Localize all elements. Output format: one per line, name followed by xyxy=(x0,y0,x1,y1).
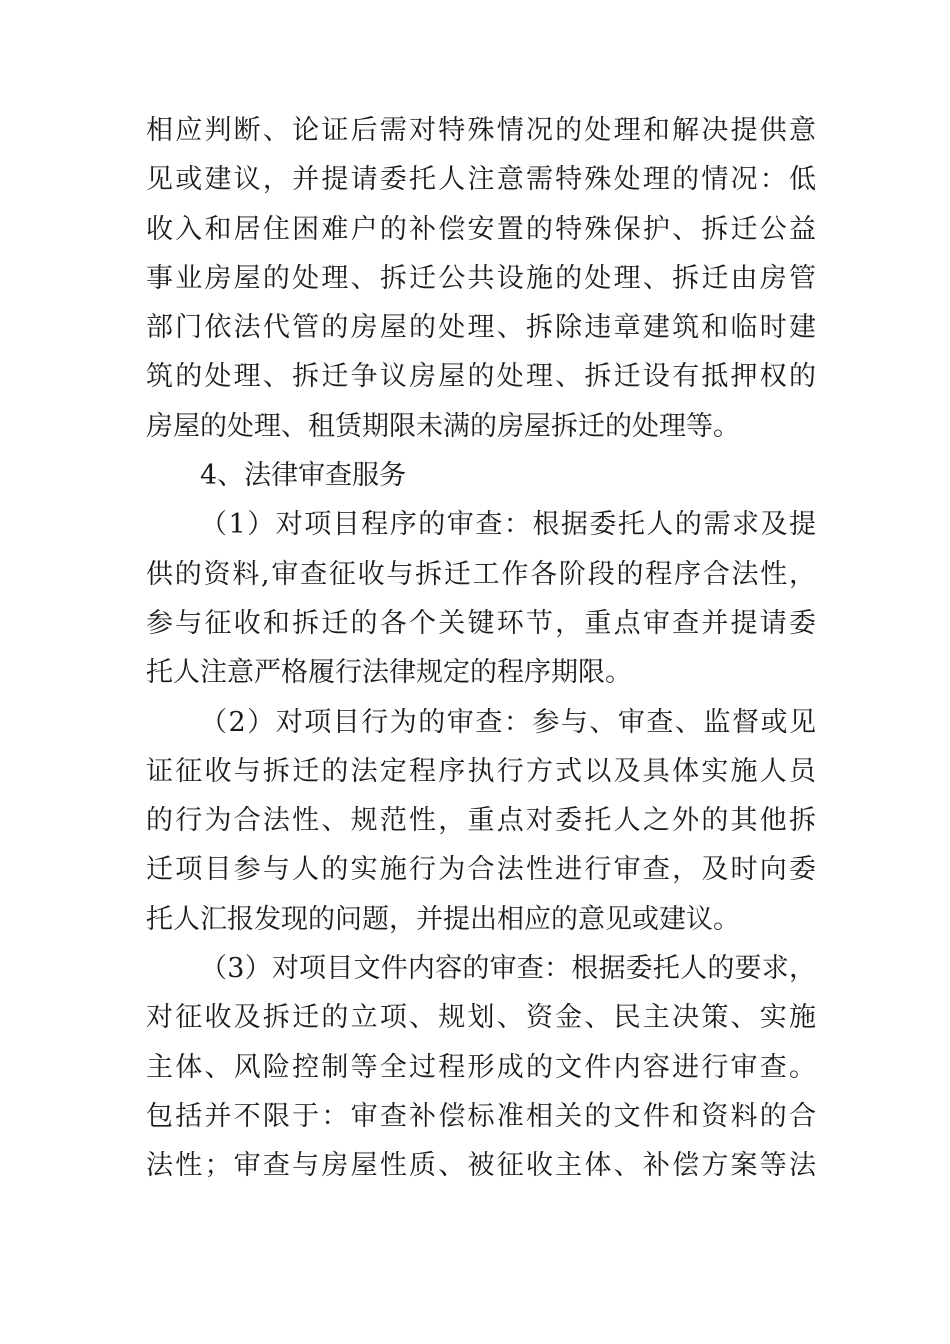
text-line: 见或建议，并提请委托人注意需特殊处理的情况：低 xyxy=(146,164,816,196)
text-line: 托人注意严格履行法律规定的程序期限。 xyxy=(146,657,632,689)
text-line: 筑的处理、拆迁争议房屋的处理、拆迁设有抵押权的 xyxy=(146,361,816,393)
text-line: 参与征收和拆迁的各个关键环节，重点审查并提请委 xyxy=(146,607,816,639)
text-line: （3）对项目文件内容的审查：根据委托人的要求， xyxy=(200,953,816,985)
text-line: 收入和居住困难户的补偿安置的特殊保护、拆迁公益 xyxy=(146,213,816,245)
text-line: 事业房屋的处理、拆迁公共设施的处理、拆迁由房管 xyxy=(146,262,816,294)
text-line: 的行为合法性、规范性，重点对委托人之外的其他拆 xyxy=(146,805,816,837)
document-body xyxy=(146,106,816,1191)
text-line: 相应判断、论证后需对特殊情况的处理和解决提供意 xyxy=(146,115,816,146)
text-line: 迁项目参与人的实施行为合法性进行审查，及时向委 xyxy=(146,854,816,886)
text-line: 主体、风险控制等全过程形成的文件内容进行审查。 xyxy=(146,1051,816,1083)
text-line: 证征收与拆迁的法定程序执行方式以及具体实施人员 xyxy=(146,755,816,787)
text-line: 房屋的处理、租赁期限未满的房屋拆迁的处理等。 xyxy=(146,410,740,442)
text-line: （1）对项目程序的审查：根据委托人的需求及提 xyxy=(200,509,816,541)
text-line: 法性；审查与房屋性质、被征收主体、补偿方案等法 xyxy=(146,1150,816,1182)
section-heading: 4、法律审查服务 xyxy=(200,460,407,492)
text-line: 部门依法代管的房屋的处理、拆除违章建筑和临时建 xyxy=(146,312,816,344)
text-line: 对征收及拆迁的立项、规划、资金、民主决策、实施 xyxy=(146,1002,816,1034)
text-line: 供的资料,审查征收与拆迁工作各阶段的程序合法性， xyxy=(146,558,816,590)
text-line: （2）对项目行为的审查：参与、审查、监督或见 xyxy=(200,706,816,738)
text-line: 包括并不限于：审查补偿标准相关的文件和资料的合 xyxy=(146,1100,816,1132)
text-line: 托人汇报发现的问题，并提出相应的意见或建议。 xyxy=(146,903,740,935)
